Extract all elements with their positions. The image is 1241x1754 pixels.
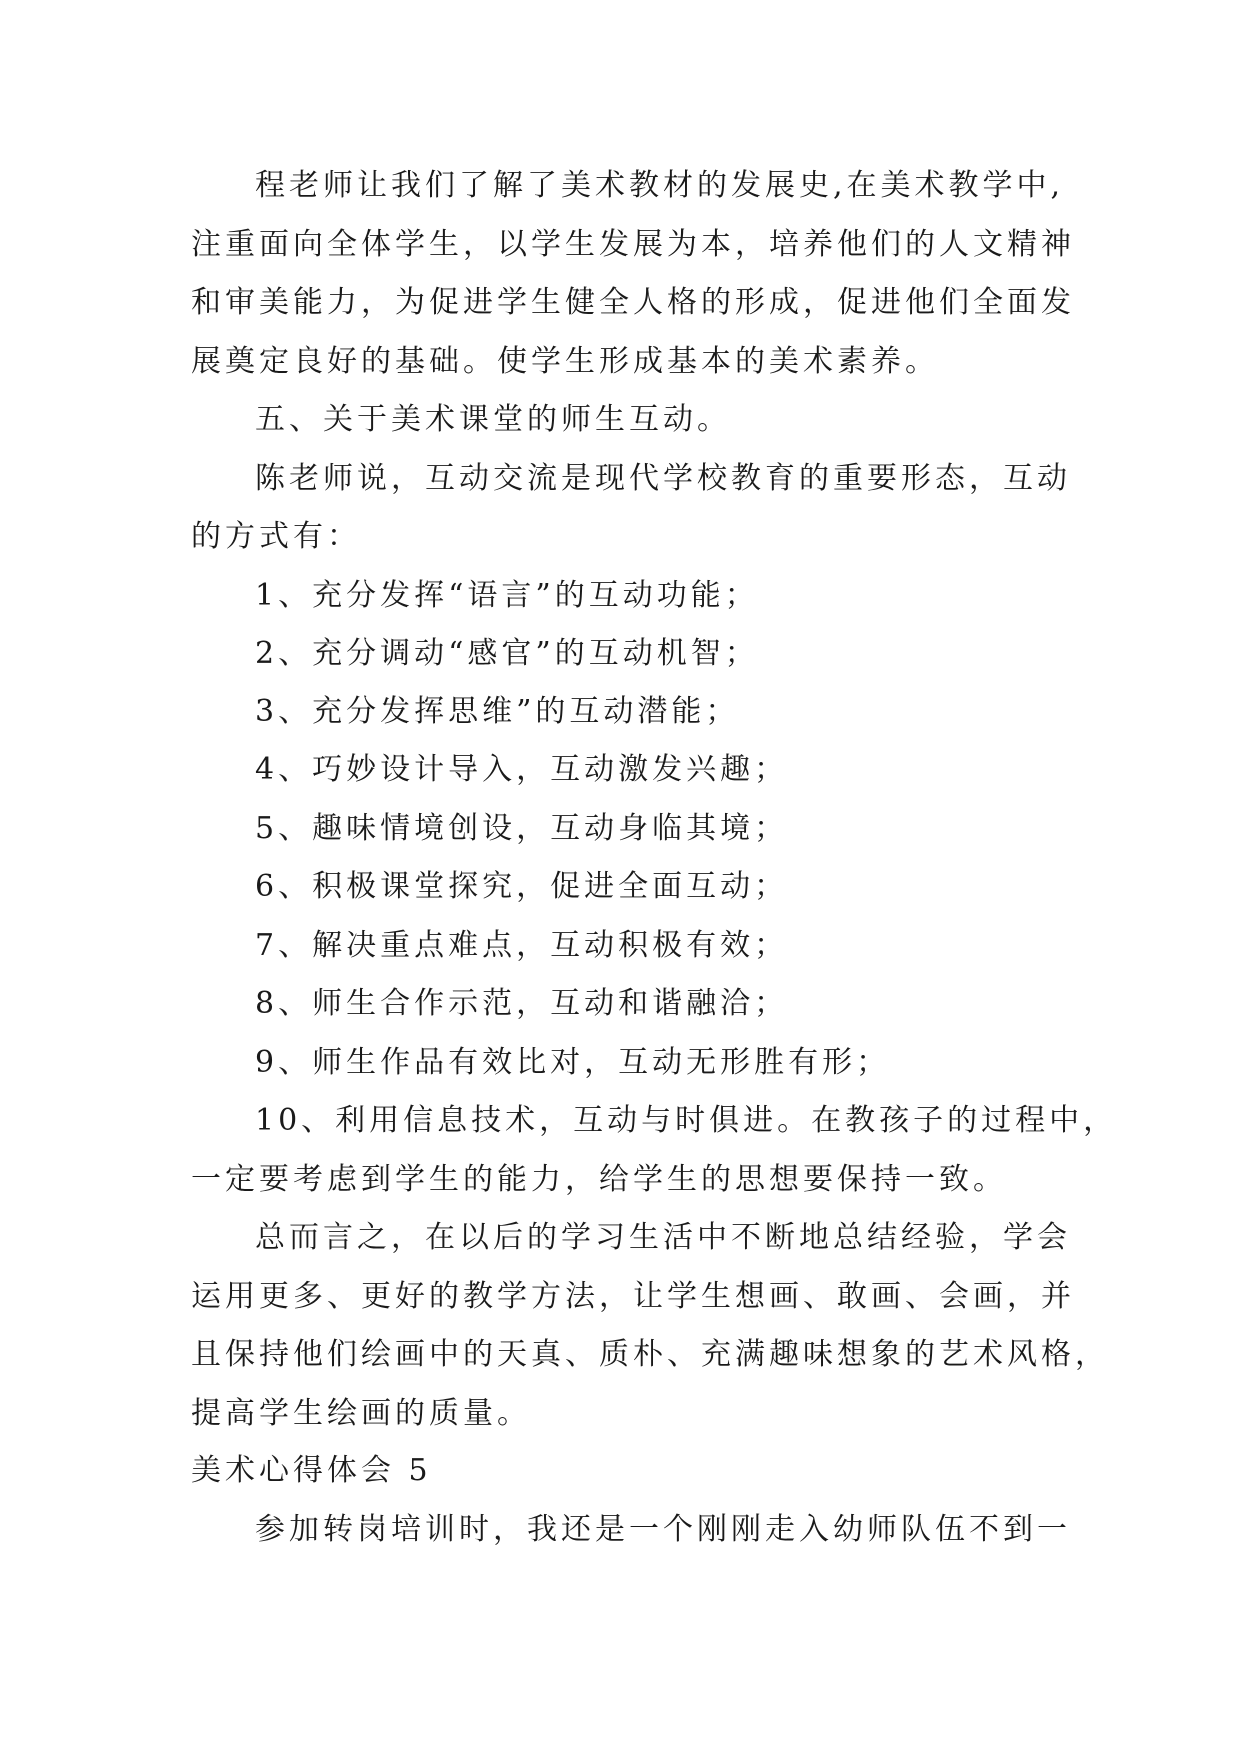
list-item: 10、利用信息技术，互动与时俱进。在教孩子的过程中， [255, 1103, 1118, 1138]
list-item: 4、巧妙设计导入，互动激发兴趣； [255, 752, 789, 787]
paragraph-line: 程老师让我们了解了美术教材的发展史,在美术教学中, [255, 168, 1065, 203]
paragraph-line: 参加转岗培训时，我还是一个刚刚走入幼师队伍不到一 [255, 1512, 1071, 1547]
list-item: 3、充分发挥思维”的互动潜能； [255, 694, 740, 729]
paragraph-line: 运用更多、更好的教学方法，让学生想画、敢画、会画，并 [191, 1279, 1075, 1314]
paragraph-line: 注重面向全体学生，以学生发展为本，培养他们的人文精神 [191, 227, 1075, 262]
paragraph-line: 陈老师说，互动交流是现代学校教育的重要形态，互动 [255, 461, 1071, 496]
paragraph-line: 的方式有： [191, 519, 361, 554]
paragraph-line: 提高学生绘画的质量。 [191, 1396, 531, 1431]
section-heading: 五、关于美术课堂的师生互动。 [255, 402, 731, 437]
list-item: 2、充分调动“感官”的互动机智； [255, 636, 759, 671]
list-item: 9、师生作品有效比对，互动无形胜有形； [255, 1045, 891, 1080]
section-title: 美术心得体会 5 [191, 1453, 432, 1488]
list-item: 8、师生合作示范，互动和谐融洽； [255, 986, 789, 1021]
paragraph-line: 和审美能力，为促进学生健全人格的形成，促进他们全面发 [191, 285, 1075, 320]
paragraph-line: 总而言之，在以后的学习生活中不断地总结经验，学会 [255, 1220, 1071, 1255]
list-item: 1、充分发挥“语言”的互动功能； [255, 578, 759, 613]
list-item: 5、趣味情境创设，互动身临其境； [255, 811, 789, 846]
list-item: 7、解决重点难点，互动积极有效； [255, 928, 789, 963]
list-item: 6、积极课堂探究，促进全面互动； [255, 869, 789, 904]
paragraph-line: 一定要考虑到学生的能力，给学生的思想要保持一致。 [191, 1162, 1007, 1197]
paragraph-line: 且保持他们绘画中的天真、质朴、充满趣味想象的艺术风格， [191, 1337, 1109, 1372]
paragraph-line: 展奠定良好的基础。使学生形成基本的美术素养。 [191, 344, 939, 379]
